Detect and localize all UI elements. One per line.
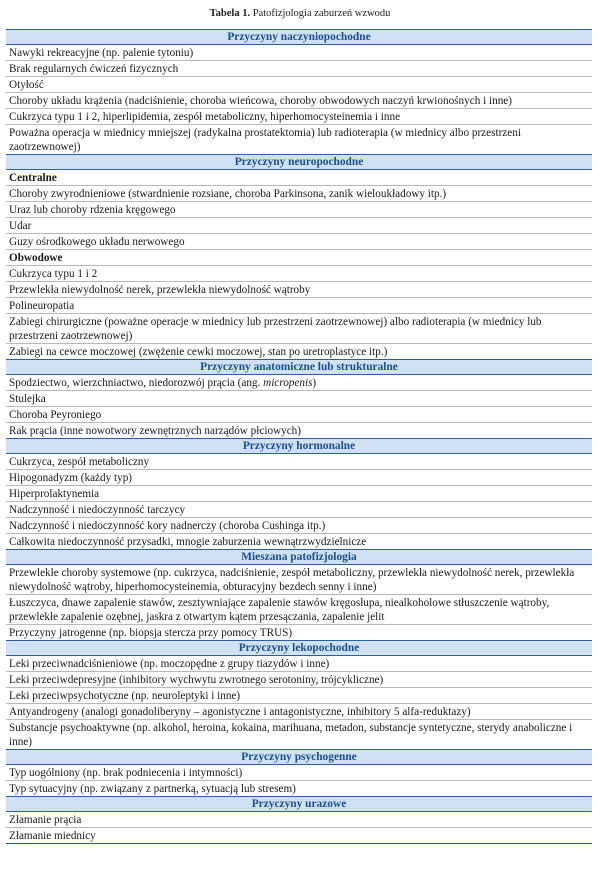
- table-row: Przewlekła niewydolność nerek, przewlekła niewydolność wątroby: [6, 282, 592, 298]
- table-row: Przewlekłe choroby systemowe (np. cukrzyca, nadciśnienie, zespół metaboliczny, przewlekła niewydolność nerek, przewlekła niewydolność wątroby, hiperhomocysteinemia, obturacyjny bezdech senny i inne): [6, 565, 592, 595]
- table-row: Brak regularnych ćwiczeń fizycznych: [6, 61, 592, 77]
- table-row: Choroby układu krążenia (nadciśnienie, choroba wieńcowa, choroby obwodowych naczyń krwionośnych i inne): [6, 93, 592, 109]
- table-row: Złamanie prącia: [6, 812, 592, 828]
- section-header-trauma: Przyczyny urazowe: [6, 796, 592, 812]
- table-row: Zabiegi na cewce moczowej (zwężenie cewki moczowej, stan po uretroplastyce itp.): [6, 344, 592, 360]
- section-header-mixed: Mieszana patofizjologia: [6, 549, 592, 565]
- table-row: Cukrzyca typu 1 i 2, hiperlipidemia, zespół metaboliczny, hiperhomocysteinemia i inne: [6, 109, 592, 125]
- table-row: Otyłość: [6, 77, 592, 93]
- table-row: Leki przeciwnadciśnieniowe (np. moczopędne z grupy tiazydów i inne): [6, 656, 592, 672]
- table-row: Poważna operacja w miednicy mniejszej (radykalna prostatektomia) lub radioterapia (w miednicy albo przestrzeni zaotrzewnowej): [6, 125, 592, 155]
- table-row: Typ uogólniony (np. brak podniecenia i intymności): [6, 765, 592, 781]
- pathophysiology-table: [6, 29, 592, 844]
- section-header-psychogenic: Przyczyny psychogenne: [6, 749, 592, 765]
- subsection-label-peripheral: Obwodowe: [6, 250, 592, 266]
- table-row: Przyczyny jatrogenne (np. biopsja stercza przy pomocy TRUS): [6, 625, 592, 641]
- table-row: Choroba Peyroniego: [6, 407, 592, 423]
- table-number: Tabela 1.: [209, 8, 251, 19]
- table-row: Nawyki rekreacyjne (np. palenie tytoniu): [6, 45, 592, 61]
- row-text: Spodziectwo, wierzchniactwo, niedorozwój prącia (ang.: [9, 377, 264, 389]
- table-row: Typ sytuacyjny (np. związany z partnerką, sytuacją lub stresem): [6, 781, 592, 797]
- table-row: Cukrzyca typu 1 i 2: [6, 266, 592, 282]
- subsection-label-central: Centralne: [6, 170, 592, 186]
- table-row: Substancje psychoaktywne (np. alkohol, heroina, kokaina, marihuana, metadon, substancje syntetyczne, sterydy anaboliczne i inne): [6, 720, 592, 750]
- table-caption: [0, 7, 600, 23]
- table-row: Nadczynność i niedoczynność tarczycy: [6, 502, 592, 518]
- table-row: Polineuropatia: [6, 298, 592, 314]
- table-row: Całkowita niedoczynność przysadki, mnogie zaburzenia wewnątrzwydzielnicze: [6, 534, 592, 550]
- table-row: Leki przeciwpsychotyczne (np. neuroleptyki i inne): [6, 688, 592, 704]
- table-title: Patofizjologia zaburzeń wzwodu: [250, 8, 391, 19]
- table-row: Hiperprolaktynemia: [6, 486, 592, 502]
- section-header-neuro: Przyczyny neuropochodne: [6, 154, 592, 170]
- table-row: Hipogonadyzm (każdy typ): [6, 470, 592, 486]
- table-row: Nadczynność i niedoczynność kory nadnerczy (choroba Cushinga itp.): [6, 518, 592, 534]
- row-text-end: ): [312, 377, 317, 389]
- table-row: Złamanie miednicy: [6, 828, 592, 844]
- table-row: Udar: [6, 218, 592, 234]
- table-row: Stulejka: [6, 391, 592, 407]
- section-header-anatomical: Przyczyny anatomiczne lub strukturalne: [6, 359, 592, 375]
- table-row: Łuszczyca, dnawe zapalenie stawów, zesztywniające zapalenie stawów kręgosłupa, niealkoholowe stłuszczenie wątroby, przewlekłe zapalenie ozębnej, jaskra z otwartym kątem przesączania, zapalenie jelit: [6, 595, 592, 625]
- table-row: Cukrzyca, zespół metaboliczny: [6, 454, 592, 470]
- table-row: Antyandrogeny (analogi gonadoliberyny – agonistyczne i antagonistyczne, inhibitory 5 alfa-reduktazy): [6, 704, 592, 720]
- table-row: Choroby zwyrodnieniowe (stwardnienie rozsiane, choroba Parkinsona, zanik wieloukładowy itp.): [6, 186, 592, 202]
- table-row: [6, 375, 592, 391]
- section-header-hormonal: Przyczyny hormonalne: [6, 438, 592, 454]
- section-header-vascular: Przyczyny naczyniopochodne: [6, 29, 592, 45]
- table-row: Uraz lub choroby rdzenia kręgowego: [6, 202, 592, 218]
- row-text-italic: micropenis: [263, 377, 313, 389]
- table-row: Guzy ośrodkowego układu nerwowego: [6, 234, 592, 250]
- section-header-drug: Przyczyny lekopochodne: [6, 640, 592, 656]
- table-row: Leki przeciwdepresyjne (inhibitory wychwytu zwrotnego serotoniny, trójcykliczne): [6, 672, 592, 688]
- table-row: Zabiegi chirurgiczne (poważne operacje w miednicy lub przestrzeni zaotrzewnowej) albo radioterapia (w miednicy lub przestrzeni zaotrzewnowej): [6, 314, 592, 344]
- table-row: Rak prącia (inne nowotwory zewnętrznych narządów płciowych): [6, 423, 592, 439]
